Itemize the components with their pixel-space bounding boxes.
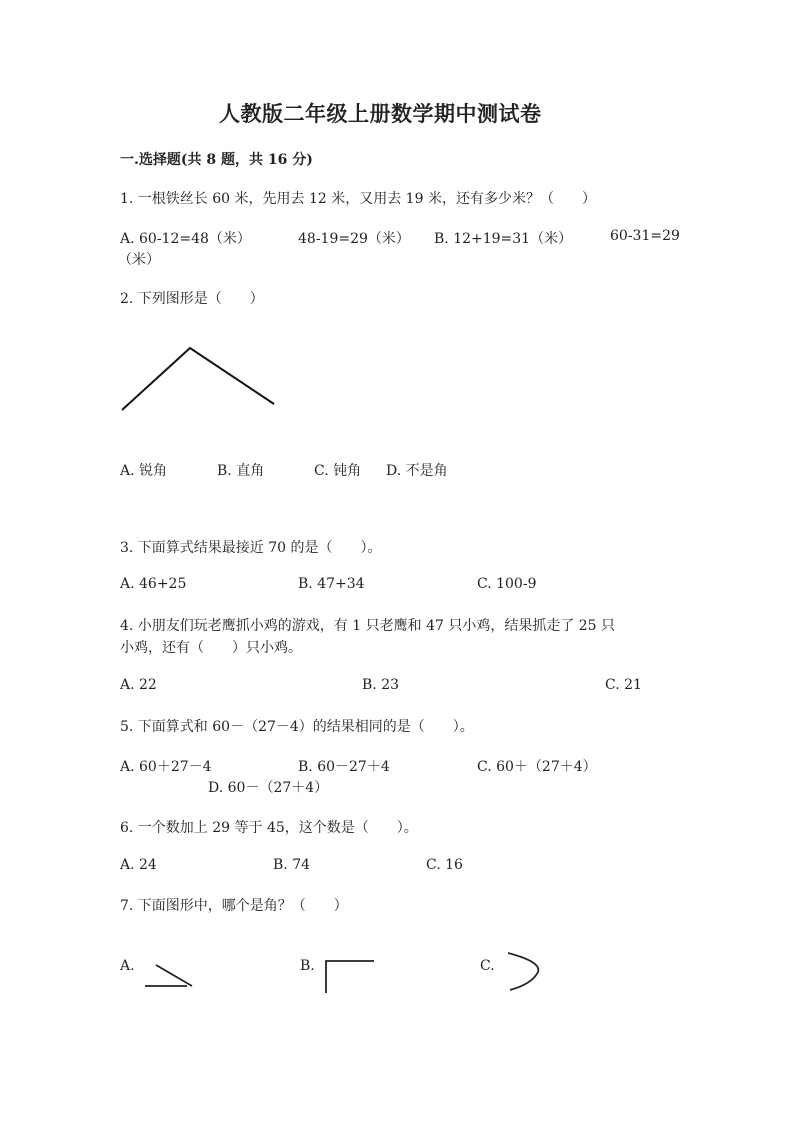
- question-3-option-c: C. 100-9: [477, 576, 537, 592]
- question-3-text: 3. 下面算式结果最接近 70 的是（ ）。: [120, 540, 382, 556]
- question-6-option-b: B. 74: [273, 857, 311, 873]
- question-7-text: 7. 下面图形中，哪个是角？（ ）: [120, 898, 348, 914]
- question-2-option-a: A. 锐角: [120, 463, 168, 479]
- question-6-option-a: A. 24: [120, 857, 157, 873]
- question-1-option-a-step2: 48-19=29（米）: [298, 231, 410, 247]
- question-7-option-c: C.: [480, 958, 495, 974]
- question-6-text: 6. 一个数加上 29 等于 45，这个数是（ ）。: [120, 820, 418, 836]
- figure-b-right-angle: [320, 958, 380, 998]
- question-5-option-a: A. 60＋27－4: [120, 759, 212, 775]
- page-title: 人教版二年级上册数学期中测试卷: [219, 101, 542, 126]
- question-4-option-b: B. 23: [362, 677, 400, 693]
- question-4-option-a: A. 22: [120, 677, 157, 693]
- section-heading: 一.选择题(共 8 题，共 16 分): [120, 152, 313, 168]
- question-5-option-b: B. 60－27＋4: [298, 759, 390, 775]
- question-1-option-b-unit: （米）: [118, 252, 160, 268]
- question-2-option-c: C. 钝角: [314, 463, 362, 479]
- question-2-text: 2. 下列图形是（ ）: [120, 291, 264, 307]
- figure-c-curved-shape: [500, 948, 550, 996]
- question-2-option-b: B. 直角: [217, 463, 265, 479]
- question-5-text: 5. 下面算式和 60－（27－4）的结果相同的是（ ）。: [120, 719, 474, 735]
- question-4-line-1: 4. 小朋友们玩老鹰抓小鸡的游戏，有 1 只老鹰和 47 只小鸡，结果抓走了 25 只: [120, 618, 616, 634]
- question-1-option-b: B. 12+19=31（米）: [434, 231, 573, 247]
- question-7-option-a: A.: [120, 958, 135, 974]
- question-6-option-c: C. 16: [426, 857, 463, 873]
- question-4-line-2: 小鸡，还有（ ）只小鸡。: [120, 640, 302, 656]
- question-5-option-c: C. 60＋（27＋4）: [477, 759, 597, 775]
- question-4-option-c: C. 21: [605, 677, 642, 693]
- question-1-option-b-step2: 60-31=29: [610, 228, 680, 244]
- question-2-option-d: D. 不是角: [386, 463, 448, 479]
- figure-a-crossed-lines: [140, 960, 200, 995]
- obtuse-angle-figure: [118, 345, 278, 415]
- question-3-option-b: B. 47+34: [298, 576, 365, 592]
- question-1-text: 1. 一根铁丝长 60 米，先用去 12 米，又用去 19 米，还有多少米？（ ）: [120, 191, 596, 207]
- question-1-option-a: A. 60-12=48（米）: [120, 231, 251, 247]
- question-5-option-d: D. 60－（27＋4）: [208, 780, 329, 796]
- question-3-option-a: A. 46+25: [120, 576, 187, 592]
- question-7-option-b: B.: [300, 958, 315, 974]
